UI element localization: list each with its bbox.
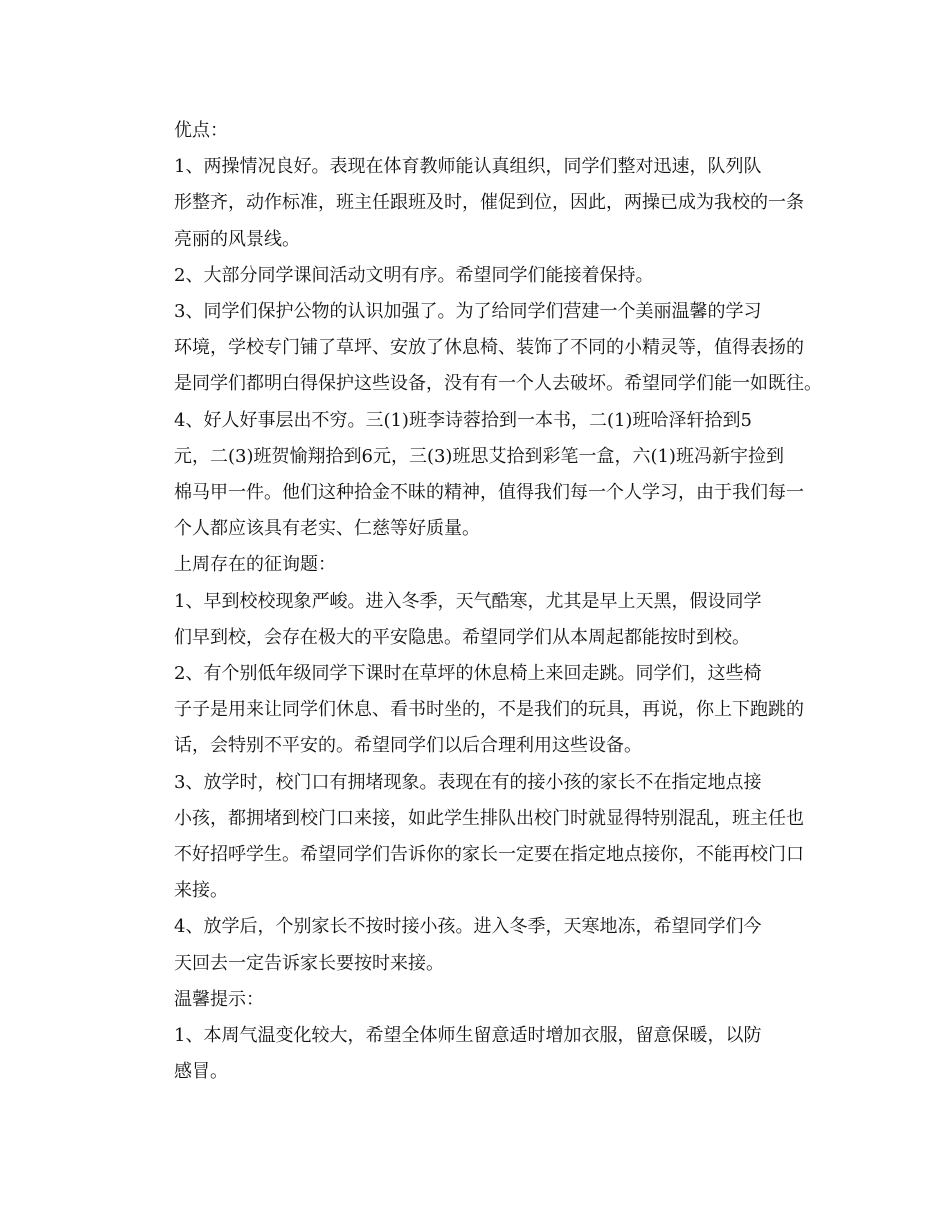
- text-line: 1、本周气温变化较大，希望全体师生留意适时增加衣服，留意保暖，以防: [174, 1025, 762, 1047]
- text-line: 1、早到校校现象严峻。进入冬季，天气酷寒，尤其是早上天黑，假设同学: [174, 590, 762, 612]
- paragraph: [147, 294, 822, 403]
- text-line: 4、放学后，个别家长不按时接小孩。进入冬季，天寒地冻，希望同学们今: [174, 916, 762, 938]
- paragraph: [147, 1018, 819, 1090]
- paragraph: [147, 149, 819, 258]
- text-line: 是同学们都明白得保护这些设备，没有有一个人去破坏。希望同学们能一如既往。: [174, 373, 822, 395]
- paragraph: [147, 584, 819, 656]
- document-body: [147, 113, 822, 1090]
- text-line: 2、大部分同学课间活动文明有序。希望同学们能接着保持。: [174, 264, 654, 286]
- text-line: 话，会特别不平安的。希望同学们以后合理利用这些设备。: [174, 735, 642, 757]
- text-line: 不好招呼学生。希望同学们告诉你的家长一定要在指定地点接你，不能再校门口: [174, 844, 804, 866]
- text-line: 元，二(3)班贺愉翔拾到6元，三(3)班思艾拾到彩笔一盒，六(1)班冯新宇捡到: [174, 445, 784, 467]
- text-line: 4、好人好事层出不穷。三(1)班李诗蓉拾到一本书，二(1)班哈泽轩拾到5: [174, 409, 752, 431]
- text-line: 天回去一定告诉家长要按时来接。: [174, 952, 444, 974]
- paragraph: [147, 547, 819, 583]
- text-line: 形整齐，动作标准，班主任跟班及时，催促到位，因此，两操已成为我校的一条: [174, 192, 804, 214]
- text-line: 温馨提示：: [174, 988, 264, 1010]
- text-line: 子子是用来让同学们休息、看书时坐的，不是我们的玩具，再说，你上下跑跳的: [174, 699, 804, 721]
- paragraph: [147, 258, 819, 294]
- text-line: 上周存在的征询题：: [174, 554, 336, 576]
- text-line: 3、同学们保护公物的认识加强了。为了给同学们营建一个美丽温馨的学习: [174, 301, 762, 323]
- paragraph: [147, 765, 819, 910]
- text-line: 个人都应该具有老实、仁慈等好质量。: [174, 518, 480, 540]
- text-line: 们早到校，会存在极大的平安隐患。希望同学们从本周起都能按时到校。: [174, 626, 750, 648]
- text-line: 感冒。: [174, 1061, 228, 1083]
- text-line: 来接。: [174, 880, 228, 902]
- text-line: 棉马甲一件。他们这种拾金不昧的精神，值得我们每一个人学习，由于我们每一: [174, 482, 804, 504]
- paragraph: [147, 656, 819, 765]
- text-line: 3、放学时，校门口有拥堵现象。表现在有的接小孩的家长不在指定地点接: [174, 771, 762, 793]
- text-line: 1、两操情况良好。表现在体育教师能认真组织，同学们整对迅速，队列队: [174, 156, 762, 178]
- text-line: 亮丽的风景线。: [174, 228, 300, 250]
- text-line: 2、有个别低年级同学下课时在草坪的休息椅上来回走跳。同学们，这些椅: [174, 663, 762, 685]
- paragraph: [147, 909, 819, 981]
- paragraph: [147, 982, 819, 1018]
- paragraph: [147, 403, 819, 548]
- text-line: 优点：: [174, 120, 228, 141]
- text-line: 小孩，都拥堵到校门口来接，如此学生排队出校门时就显得特别混乱，班主任也: [174, 807, 804, 829]
- text-line: 环境，学校专门铺了草坪、安放了休息椅、装饰了不同的小精灵等，值得表扬的: [174, 337, 804, 359]
- paragraph: [147, 113, 819, 149]
